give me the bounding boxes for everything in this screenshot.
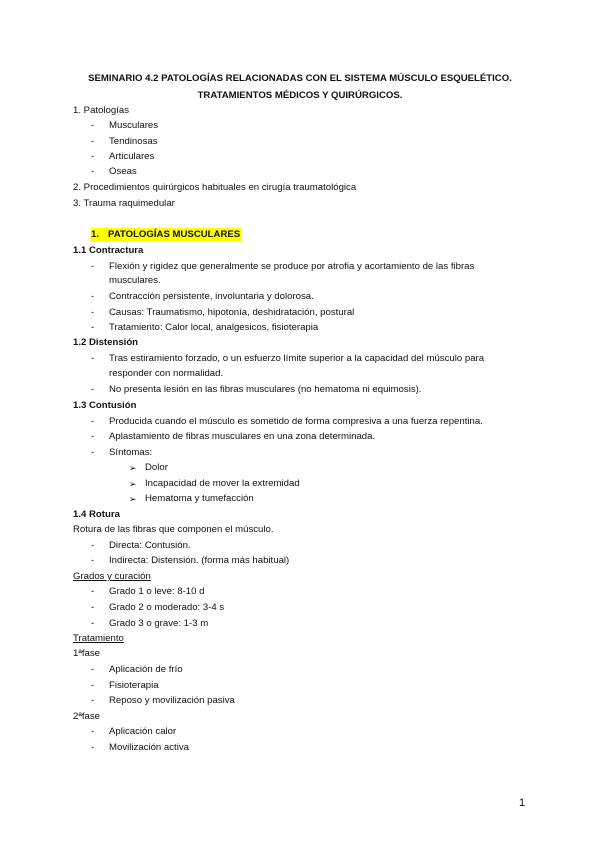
list-item: Grado 3 o grave: 1-3 m: [109, 618, 209, 629]
title-line-2: TRATAMIENTOS MÉDICOS Y QUIRÚRGICOS.: [197, 90, 403, 101]
bullet: -: [91, 353, 95, 364]
index-subitem: Musculares: [109, 120, 159, 131]
index-item: 1. Patologías: [73, 105, 130, 116]
bullet: -: [91, 261, 95, 272]
section-number: 1.: [91, 229, 100, 240]
list-item: Fisioterapia: [109, 680, 159, 691]
list-item: Aplastamiento de fibras musculares en una zona determinada.: [109, 431, 376, 442]
list-item-continuation: responder con normalidad.: [109, 368, 224, 379]
index-item: 2. Procedimientos quirúrgicos habituales en cirugía traumatológica: [73, 182, 357, 193]
list-item: Directa: Contusión.: [109, 540, 191, 551]
bullet: -: [91, 384, 95, 395]
subheading: 1.2 Distensión: [73, 337, 139, 348]
phase-label: 2ªfase: [73, 711, 101, 722]
bullet: -: [91, 726, 95, 737]
list-item: Flexión y rigidez que generalmente se produce por atrofia y acortamiento de las fibras: [109, 261, 475, 272]
list-item: Contracción persistente, involuntaria y dolorosa.: [109, 291, 314, 302]
bullet: -: [91, 586, 95, 597]
list-item: Aplicación de frío: [109, 664, 183, 675]
symptom-item: Dolor: [145, 462, 168, 473]
bullet: -: [91, 680, 95, 691]
subheading: 1.1 Contractura: [73, 245, 144, 256]
bullet: -: [91, 322, 95, 333]
bullet: -: [91, 307, 95, 318]
bullet: -: [91, 447, 95, 458]
list-item: No presenta lesión en las fibras musculares (no hematoma ni equimosis).: [109, 384, 422, 395]
index-item: 3. Trauma raquimedular: [73, 198, 175, 209]
list-item: Grado 1 o leve: 8-10 d: [109, 586, 205, 597]
list-item-continuation: musculares.: [109, 275, 161, 286]
underlined-heading: Grados y curación: [73, 571, 151, 582]
index-subitem: Articulares: [109, 151, 155, 162]
section-title: PATOLOGÍAS MUSCULARES: [108, 229, 241, 240]
bullet: -: [91, 291, 95, 302]
section-heading: [91, 228, 242, 242]
bullet: -: [91, 742, 95, 753]
underlined-heading: Tratamiento: [73, 633, 124, 644]
bullet: -: [91, 136, 95, 147]
bullet: -: [91, 540, 95, 551]
phase-label: 1ªfase: [73, 648, 101, 659]
symptom-item: Hematoma y tumefacción: [145, 493, 254, 504]
list-item: Tras estiramiento forzado, o un esfuerzo límite superior a la capacidad del músculo para: [109, 353, 485, 364]
bullet: -: [91, 618, 95, 629]
index-subitem: Tendinosas: [109, 136, 158, 147]
list-item: Indirecta: Distensión. (forma más habitual): [109, 555, 290, 566]
list-item: Síntomas:: [109, 447, 153, 458]
bullet: -: [91, 695, 95, 706]
bullet: -: [91, 166, 95, 177]
list-item: Tratamiento: Calor local, analgesicos, fisioterapia: [109, 322, 319, 333]
bullet: -: [91, 431, 95, 442]
list-item: Producida cuando el músculo es sometido de forma compresiva a una fuerza repentina.: [109, 416, 483, 427]
list-item: Reposo y movilización pasiva: [109, 695, 235, 706]
page-number: 1: [519, 797, 526, 809]
title-line-1: SEMINARIO 4.2 PATOLOGÍAS RELACIONADAS CON EL SISTEMA MÚSCULO ESQUELÉTICO.: [88, 73, 512, 84]
bullet: -: [91, 416, 95, 427]
arrow-bullet-icon: ➢: [129, 494, 137, 504]
bullet: -: [91, 555, 95, 566]
bullet: -: [91, 151, 95, 162]
subheading: 1.4 Rotura: [73, 509, 120, 520]
bullet: -: [91, 120, 95, 131]
subheading: 1.3 Contusión: [73, 400, 137, 411]
index-subitem: Oseas: [109, 166, 137, 177]
list-item: Movilización activa: [109, 742, 189, 753]
bullet: -: [91, 602, 95, 613]
bullet: -: [91, 664, 95, 675]
arrow-bullet-icon: ➢: [129, 479, 137, 489]
paragraph: Rotura de las fibras que componen el músculo.: [73, 524, 274, 535]
list-item: Grado 2 o moderado: 3-4 s: [109, 602, 225, 613]
arrow-bullet-icon: ➢: [129, 463, 137, 473]
list-item: Aplicación calor: [109, 726, 177, 737]
symptom-item: Incapacidad de mover la extremidad: [145, 478, 300, 489]
list-item: Causas: Traumatismo, hipotonía, deshidratación, postural: [109, 307, 355, 318]
